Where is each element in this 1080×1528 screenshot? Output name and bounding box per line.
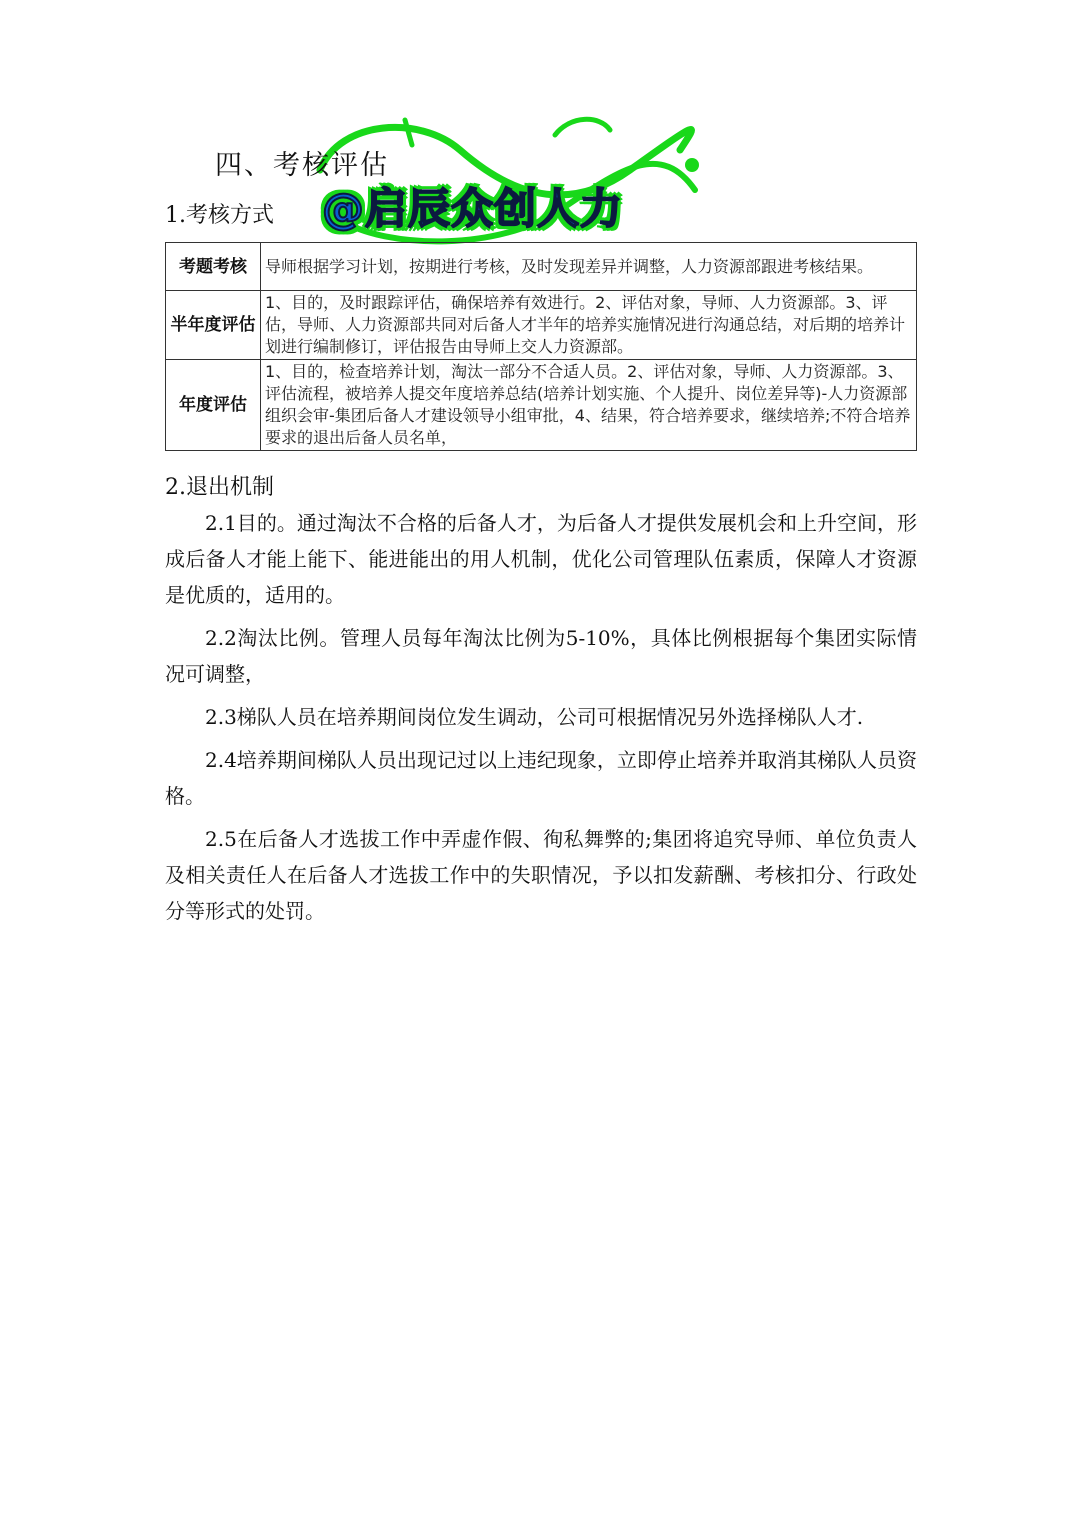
row-label: 考题考核 xyxy=(166,243,261,291)
section-title-assessment-method: 1.考核方式 xyxy=(165,203,274,228)
table-row xyxy=(166,291,917,360)
page-title: 四、考核评估 xyxy=(215,150,389,181)
exit-mechanism-body xyxy=(165,505,917,936)
row-label: 半年度评估 xyxy=(166,291,261,360)
paragraph: 2.4培养期间梯队人员出现记过以上违纪现象，立即停止培养并取消其梯队人员资格。 xyxy=(165,748,917,808)
section-title-exit-mechanism: 2.退出机制 xyxy=(165,475,274,500)
paragraph: 2.3梯队人员在培养期间岗位发生调动，公司可根据情况另外选择梯队人才. xyxy=(205,705,864,729)
row-content: 1、目的，及时跟踪评估，确保培养有效进行。2、评估对象，导师、人力资源部。3、评估，导师、人力资源部共同对后备人才半年的培养实施情况进行沟通总结，对后期的培养计划进行编制修订，评估报告由导师上交人力资源部。 xyxy=(261,291,917,360)
table-row xyxy=(166,360,917,451)
assessment-table xyxy=(165,242,917,451)
row-content: 1、目的，检查培养计划，淘汰一部分不合适人员。2、评估对象，导师、人力资源部。3、评估流程，被培养人提交年度培养总结(培养计划实施、个人提升、岗位差异等)-人力资源部组织会审-集团后备人才建设领导小组审批，4、结果，符合培养要求，继续培养;不符合培养要求的退出后备人员名单， xyxy=(261,360,917,451)
paragraph: 2.1目的。通过淘汰不合格的后备人才，为后备人才提供发展机会和上升空间，形成后备人才能上能下、能进能出的用人机制，优化公司管理队伍素质，保障人才资源是优质的，适用的。 xyxy=(165,511,917,607)
row-label: 年度评估 xyxy=(166,360,261,451)
row-content: 导师根据学习计划，按期进行考核，及时发现差异并调整，人力资源部跟进考核结果。 xyxy=(261,243,917,291)
paragraph: 2.2淘汰比例。管理人员每年淘汰比例为5-10%，具体比例根据每个集团实际情况可调整， xyxy=(165,626,917,686)
table-row xyxy=(166,243,917,291)
paragraph: 2.5在后备人才选拔工作中弄虚作假、徇私舞弊的;集团将追究导师、单位负责人及相关责任人在后备人才选拔工作中的失职情况，予以扣发薪酬、考核扣分、行政处分等形式的处罚。 xyxy=(165,827,917,923)
watermark-text: @启辰众创人力 xyxy=(322,184,624,233)
